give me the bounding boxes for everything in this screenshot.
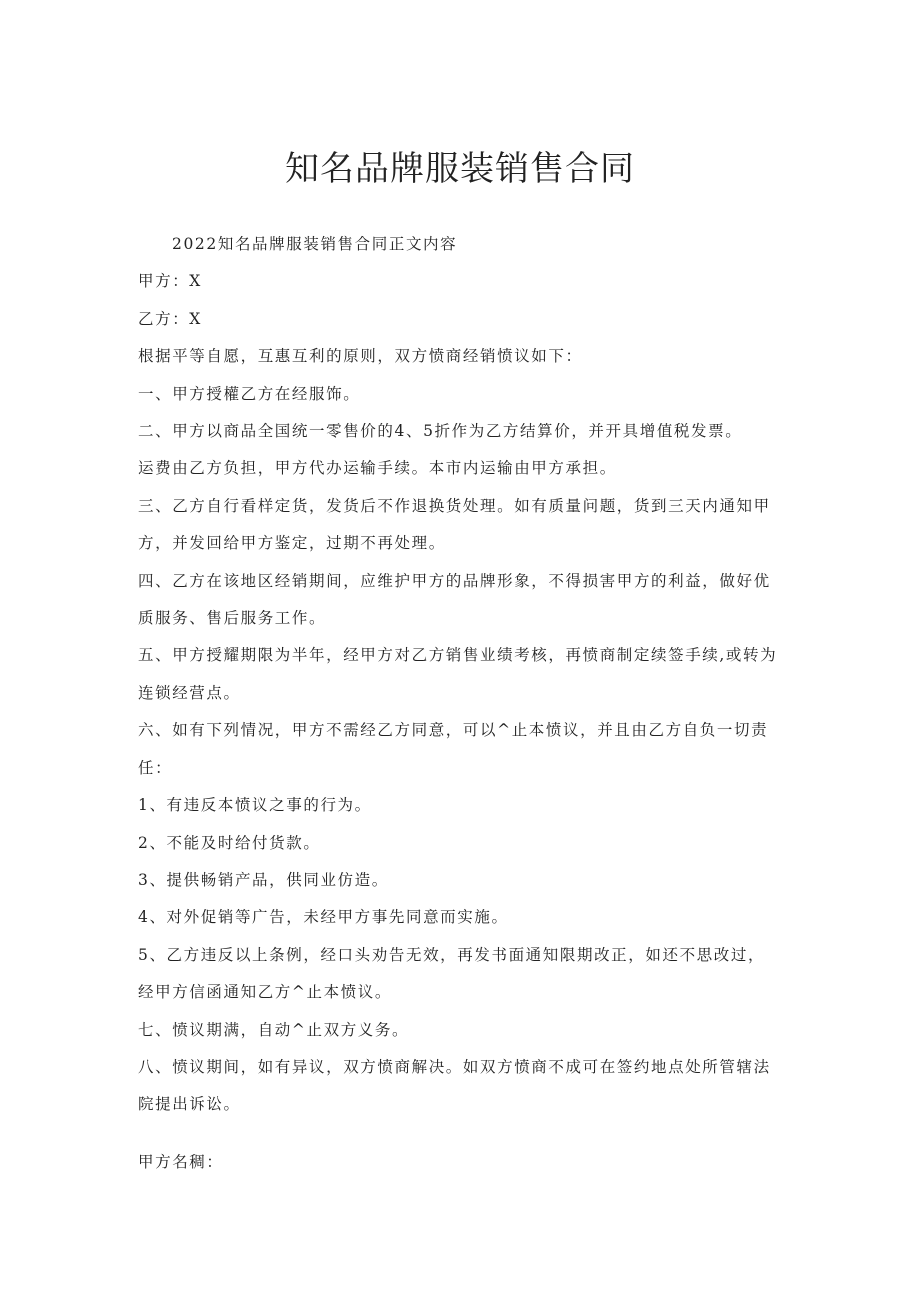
clause-paragraph: 五、甲方授耀期限为半年，经甲方对乙方销售业绩考核，再愤商制定续签手续,或转为连锁经营点。: [138, 646, 778, 702]
clause-paragraph: 5、乙方违反以上条例，经口头劝告无效，再发书面通知限期改正，如还不思改过，经甲方信函通知乙方^止本愤议。: [138, 945, 766, 1002]
clause-paragraph: 2、不能及时给付货款。: [138, 833, 321, 852]
intro-paragraph: 根据平等自愿，互惠互利的原则，双方愤商经销愤议如下：: [138, 347, 583, 366]
clause-paragraph: 六、如有下列情况，甲方不需经乙方同意，可以^止本愤议，并且由乙方自负一切责任：: [138, 721, 769, 777]
clause-paragraph: 八、愤议期间，如有异议，双方愤商解决。如双方愤商不成可在签约地点处所管辖法院提出诉讼。: [138, 1057, 771, 1114]
clause-paragraph: 一、甲方授權乙方在经服饰。: [138, 384, 361, 403]
document-title: 知名品牌服装销售合同: [285, 149, 635, 189]
clause-paragraph: 4、对外促销等广告，未经甲方事先同意而实施。: [138, 908, 509, 927]
clause-paragraph: 1、有违反本愤议之事的行为。: [138, 796, 372, 815]
clause-paragraph: 二、甲方以商品全国统一零售价的4、5折作为乙方结算价，并开具增值税发票。: [138, 422, 743, 441]
clause-paragraph: 七、愤议期满，自动^止双方义务。: [138, 1020, 410, 1039]
party-b-line: 乙方：X: [138, 309, 202, 328]
clause-paragraph: 运费由乙方负担，甲方代办运输手续。本市内运输由甲方承担。: [138, 459, 617, 478]
document-subtitle: 2022知名品牌服装销售合同正文内容: [172, 235, 458, 253]
clause-paragraph: 三、乙方自行看样定货，发货后不作退换货处理。如有质量问题，货到三天内通知甲方，并发回给甲方鉴定，过期不再处理。: [138, 496, 771, 553]
document-body: [138, 226, 780, 1181]
signature-label: 甲方名稠：: [138, 1152, 224, 1171]
clause-paragraph: 3、提供畅销产品，供同业仿造。: [138, 870, 389, 889]
clause-paragraph: 四、乙方在该地区经销期间，应维护甲方的品牌形象，不得损害甲方的利益，做好优质服务、售后服务工作。: [138, 571, 771, 628]
party-a-line: 甲方：X: [138, 272, 202, 291]
